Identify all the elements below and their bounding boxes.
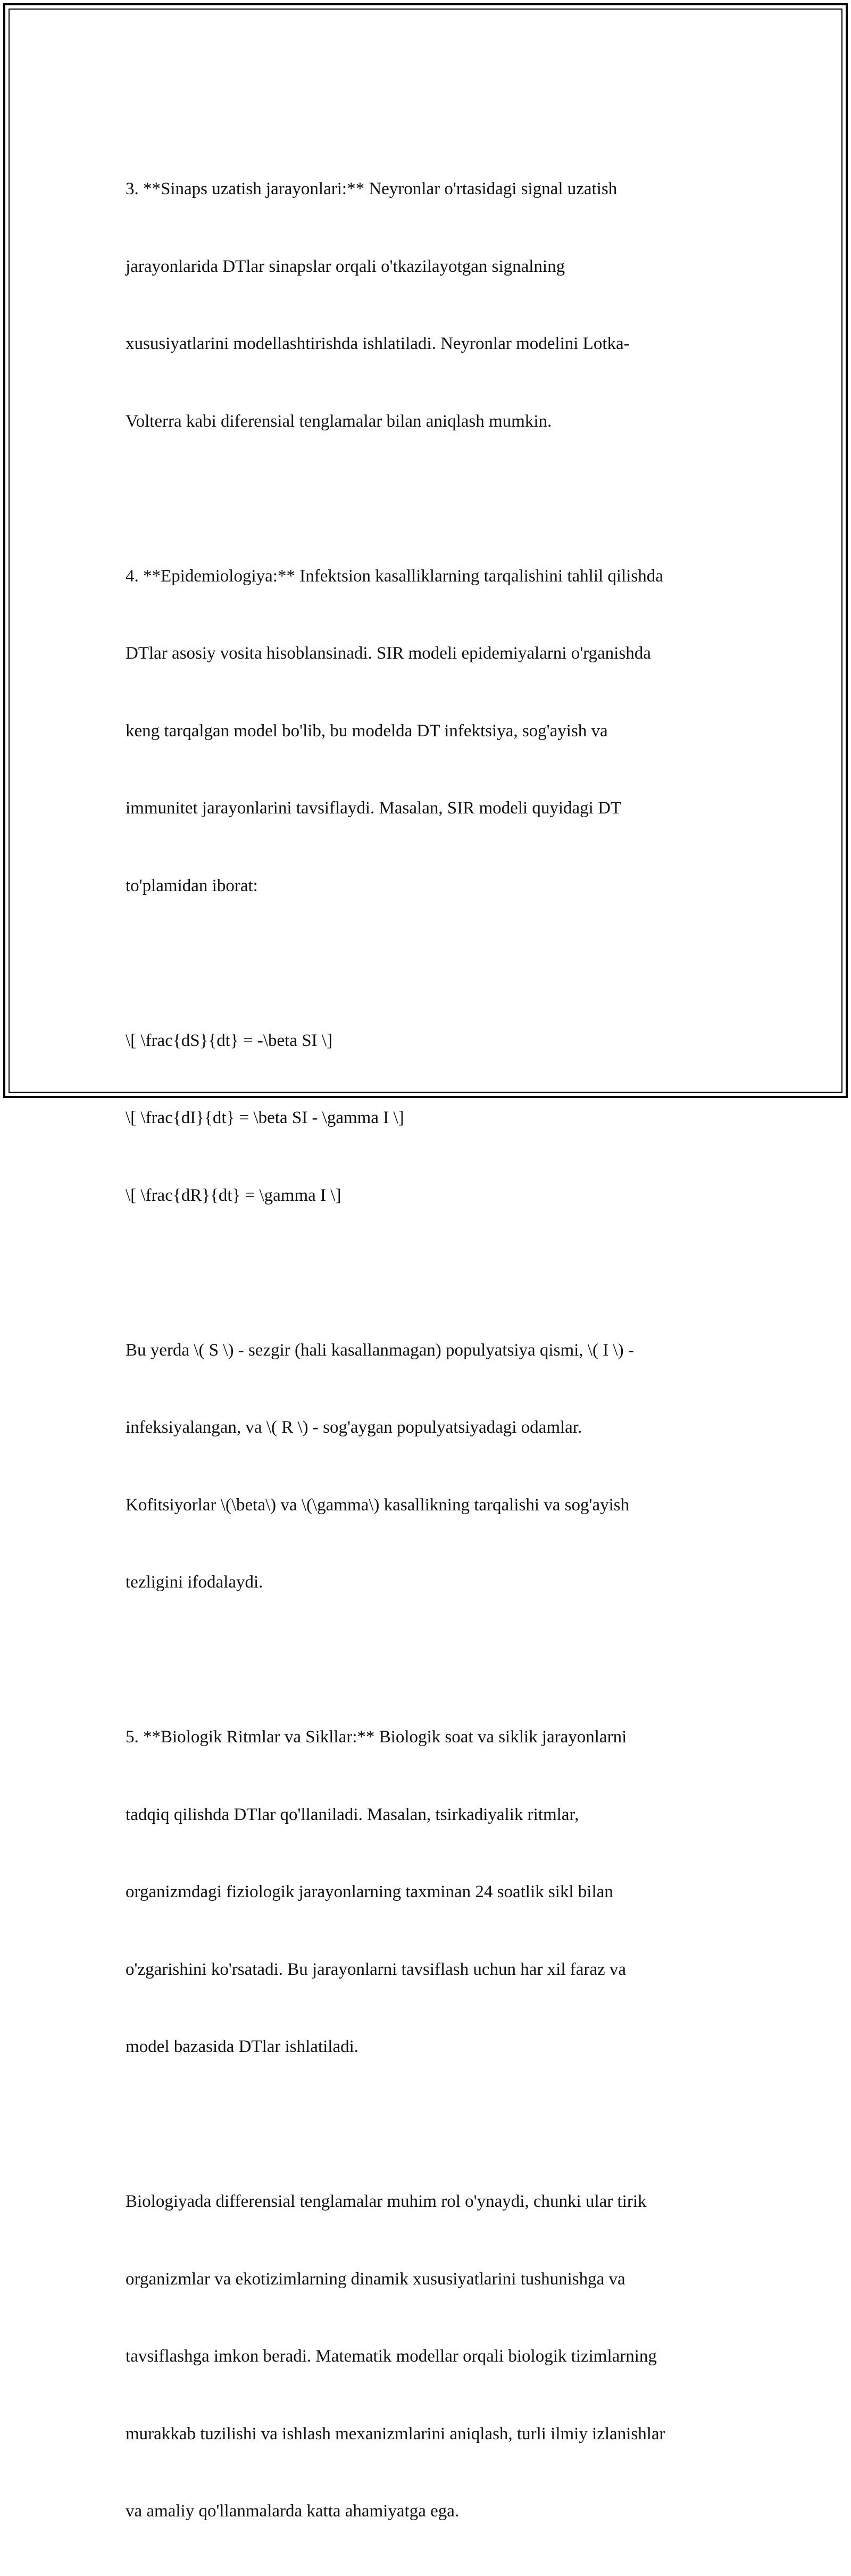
paragraph-gap bbox=[126, 2112, 732, 2138]
text-line: Biologiyada differensial tenglamalar muhim rol o'ynaydi, chunki ular tirik bbox=[126, 2192, 647, 2211]
text-line: infeksiyalangan, va \( R \) - sog'aygan populyatsiyadagi odamlar. bbox=[126, 1418, 582, 1437]
text-line: 3. **Sinaps uzatish jarayonlari:** Neyronlar o'rtasidagi signal uzatish bbox=[126, 179, 618, 198]
equation-line: \[ \frac{dI}{dt} = \beta SI - \gamma I \] bbox=[126, 1108, 404, 1127]
text-line: jarayonlarida DTlar sinapslar orqali o'tkazilayotgan signalning bbox=[126, 256, 565, 276]
paragraph-gap bbox=[126, 950, 732, 976]
paragraph-conclusion bbox=[126, 2137, 732, 2576]
paragraph-epidemiologiya bbox=[126, 512, 732, 951]
text-line: keng tarqalgan model bo'lib, bu modelda DT infektsiya, sog'ayish va bbox=[126, 721, 608, 741]
paragraph-sir-explanation bbox=[126, 1286, 732, 1647]
paragraph-ritmlar bbox=[126, 1673, 732, 2112]
document-body bbox=[126, 124, 732, 2576]
text-line: tezligini ifodalaydi. bbox=[126, 1573, 263, 1592]
paragraph-gap bbox=[126, 486, 732, 512]
equation-line: \[ \frac{dR}{dt} = \gamma I \] bbox=[126, 1185, 341, 1205]
text-line: DTlar asosiy vosita hisoblansinadi. SIR modeli epidemiyalarni o'rganishda bbox=[126, 644, 651, 663]
text-line: va amaliy qo'llanmalarda katta ahamiyatga ega. bbox=[126, 2502, 460, 2521]
text-line: to'plamidan iborat: bbox=[126, 876, 258, 895]
equation-line: \[ \frac{dS}{dt} = -\beta SI \] bbox=[126, 1031, 332, 1050]
text-line: o'zgarishini ko'rsatadi. Bu jarayonlarni tavsiflash uchun har xil faraz va bbox=[126, 1959, 627, 1979]
sir-equations bbox=[126, 976, 732, 1260]
text-line: model bazasida DTlar ishlatiladi. bbox=[126, 2037, 359, 2056]
text-line: 5. **Biologik Ritmlar va Sikllar:** Biologik soat va siklik jarayonlarni bbox=[126, 1727, 627, 1747]
text-line: organizmlar va ekotizimlarning dinamik xususiyatlarini tushunishga va bbox=[126, 2269, 625, 2289]
text-line: murakkab tuzilishi va ishlash mexanizmlarini aniqlash, turli ilmiy izlanishlar bbox=[126, 2424, 665, 2444]
text-line: Volterra kabi diferensial tenglamalar bilan aniqlash mumkin. bbox=[126, 411, 552, 431]
paragraph-gap bbox=[126, 1260, 732, 1286]
text-line: 4. **Epidemiologiya:** Infektsion kasalliklarning tarqalishini tahlil qilishda bbox=[126, 566, 663, 586]
paragraph-sinaps bbox=[126, 124, 732, 486]
text-line: tadqiq qilishda DTlar qo'llaniladi. Masalan, tsirkadiyalik ritmlar, bbox=[126, 1805, 579, 1824]
text-line: tavsiflashga imkon beradi. Matematik modellar orqali biologik tizimlarning bbox=[126, 2347, 657, 2366]
text-line: Kofitsiyorlar \(\beta\) va \(\gamma\) kasallikning tarqalishi va sog'ayish bbox=[126, 1495, 630, 1515]
text-line: Bu yerda \( S \) - sezgir (hali kasallanmagan) populyatsiya qismi, \( I \) - bbox=[126, 1340, 634, 1360]
text-line: xususiyatlarini modellashtirishda ishlatiladi. Neyronlar modelini Lotka- bbox=[126, 334, 630, 353]
text-line: organizmdagi fiziologik jarayonlarning taxminan 24 soatlik sikl bilan bbox=[126, 1882, 613, 1901]
text-line: immunitet jarayonlarini tavsiflaydi. Masalan, SIR modeli quyidagi DT bbox=[126, 799, 622, 818]
paragraph-gap bbox=[126, 1647, 732, 1673]
